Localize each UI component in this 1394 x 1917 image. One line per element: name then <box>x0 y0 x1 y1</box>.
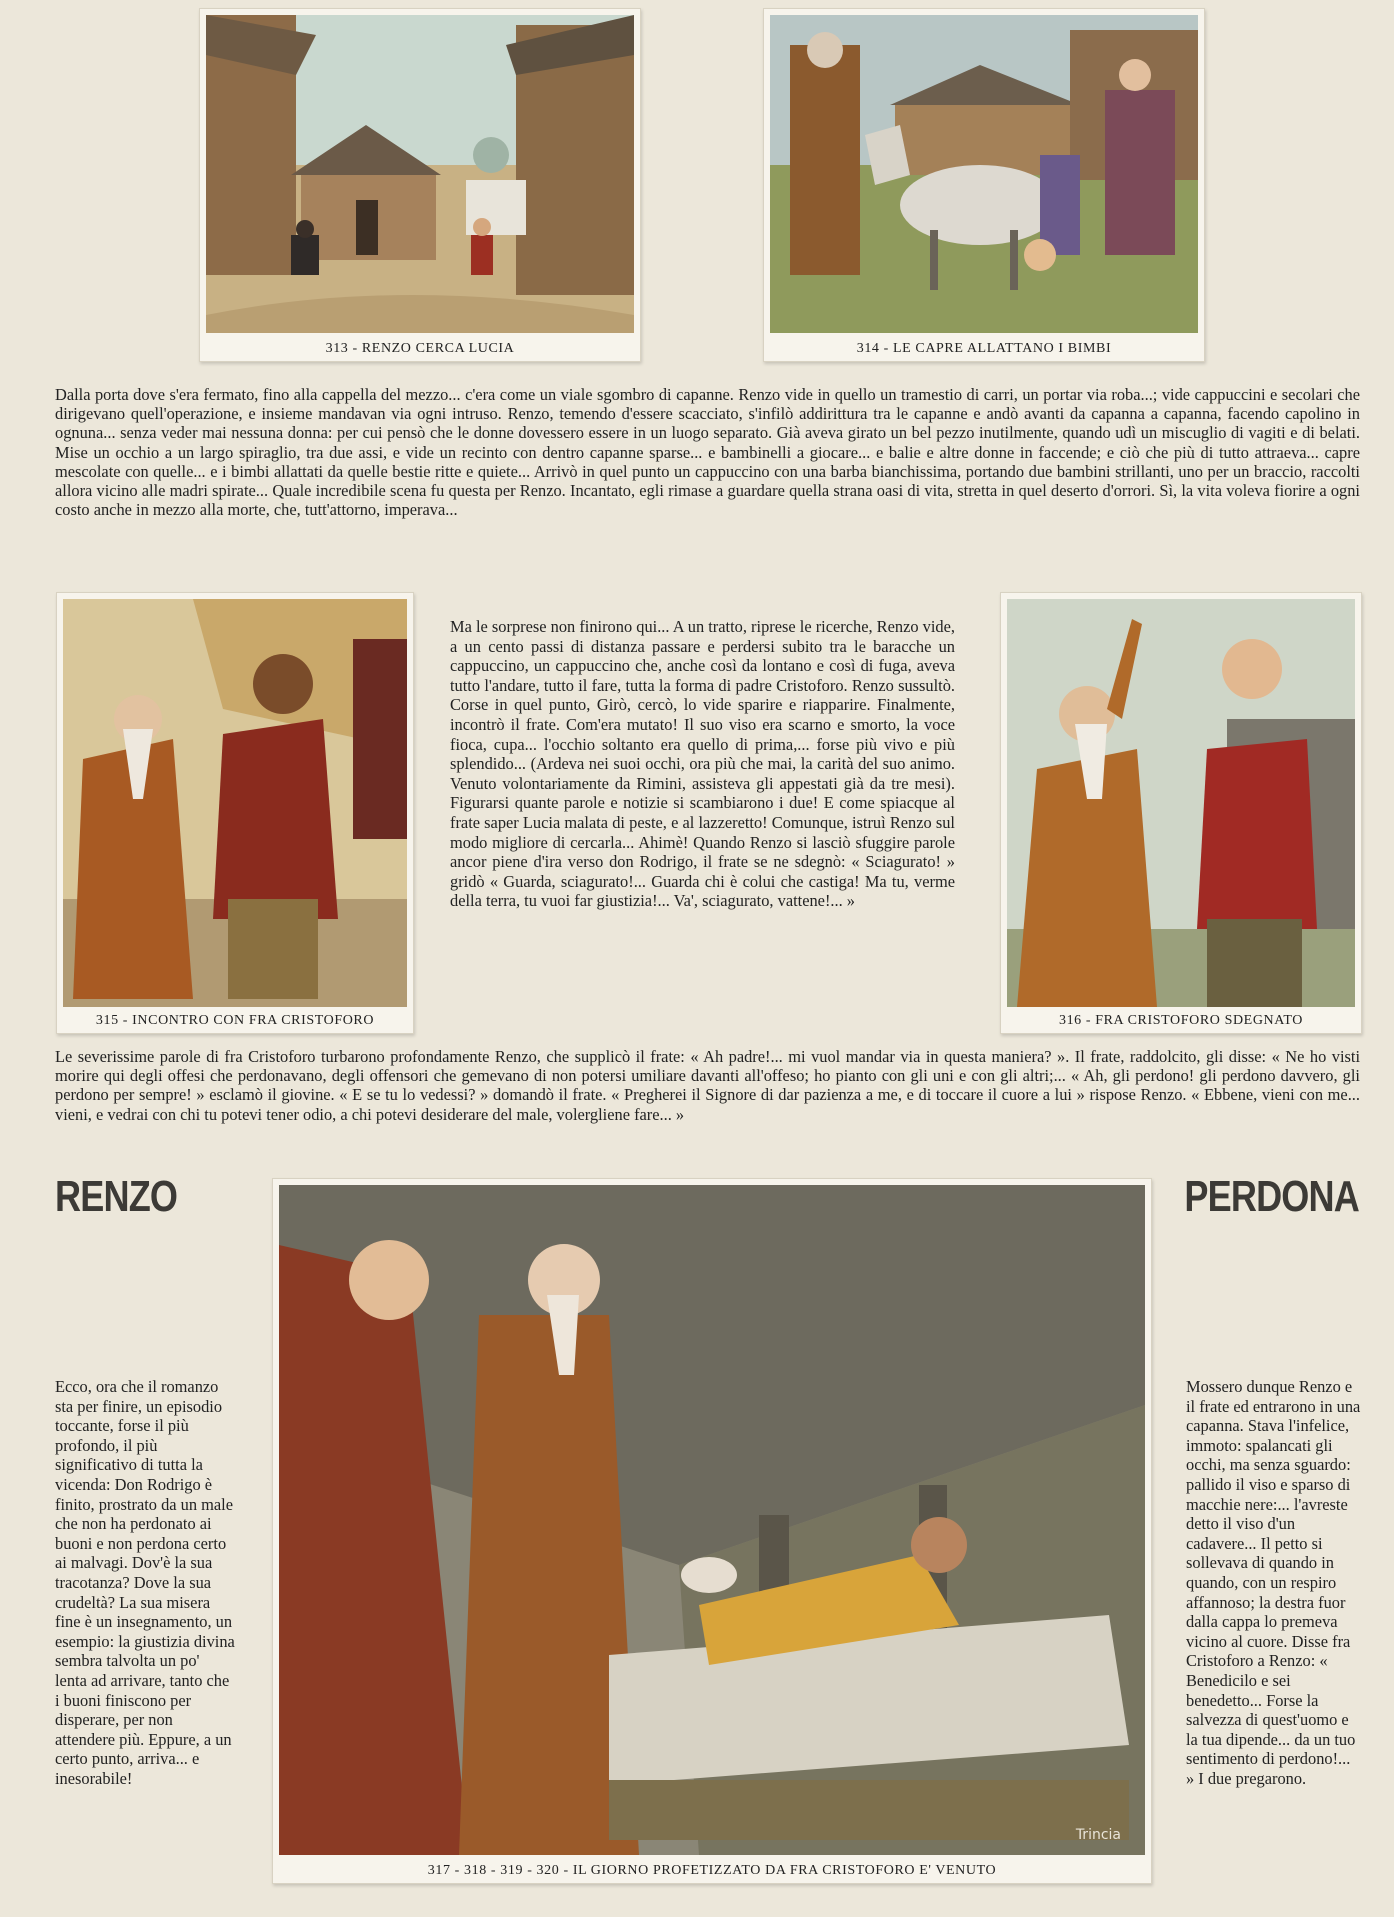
caption-317-320: 317 - 318 - 319 - 320 - IL GIORNO PROFETIZZATO DA FRA CRISTOFORO E' VENUTO <box>427 1863 997 1878</box>
sickbed-illustration-icon <box>279 1185 1145 1855</box>
paragraph-left: Ecco, ora che il romanzo sta per finire, un episodio toccante, forse il più profondo, il più significativo di tutta la vicenda: Don Rodrigo è finito, prostrato da un male che non ha perdonato ai buoni e non perdona certo ai malvagi. Dov'è la sua tracotanza? Dove la sua crudeltà? La sua misera fine è un insegnamento, un esempio: la giustizia divina sembra talvolta un po' lenta ad arrivare, tanto che i buoni finiscono per disperare, per non attendere più. Eppure, a un certo punto, arriva... e inesorabile! <box>55 1377 235 1788</box>
friar-meeting-illustration-icon <box>63 599 407 1007</box>
image-card-314 <box>763 8 1205 362</box>
headline-left: RENZO <box>55 1172 178 1221</box>
caption-316: 316 - FRA CRISTOFORO SDEGNATO <box>1058 1013 1304 1028</box>
paragraph-right: Mossero dunque Renzo e il frate ed entrarono in una capanna. Stava l'infelice, immoto: spalancati gli occhi, ma senza sguardo: pallido il viso e sparso di macchie nere:... l'avreste detto il viso d'un cadavere... Il petto si sollevava di quando in quando, con un respiro affannoso; la destra fuor dalla cappa lo premeva vicino al cuore. Disse fra Cristoforo a Renzo: « Benedicilo e sei benedetto... Forse la salvezza di quest'uomo e la tua dipende... da un tuo sentimento di perdono!... » I due pregarono. <box>1186 1377 1361 1788</box>
image-card-317-320 <box>272 1178 1152 1884</box>
image-card-313 <box>199 8 641 362</box>
image-card-315 <box>56 592 414 1034</box>
indignant-friar-illustration-icon <box>1007 599 1355 1007</box>
shantytown-illustration-icon <box>206 15 634 333</box>
image-card-316 <box>1000 592 1362 1034</box>
artist-signature: Trincia <box>1075 1827 1121 1843</box>
goat-nursing-illustration-icon <box>770 15 1198 333</box>
caption-313: 313 - RENZO CERCA LUCIA <box>325 341 515 356</box>
paragraph-3: Le severissime parole di fra Cristoforo turbarono profondamente Renzo, che supplicò il frate: « Ah padre!... mi vuol mandar via in questa maniera? ». Il frate, raddolcito, gli disse: « Ne ho visti morire qui degli offesi che perdonavano, degli offensori che gemevano di non potersi umiliare davanti all'offeso; ho pianto con gli uni e con gli altri;... « Ah, gli perdono! gli perdono davvero, gli perdono per sempre! » esclamò il giovine. « E se tu lo vedessi? » domandò il frate. « Pregherei il Signore di dar pazienza a me, e di toccare il cuore a lui » rispose Renzo. « Ebbene, vieni con me... vieni, e vedrai con chi tu potevi tener odio, a chi potevi desiderare del male, volergliene fare... » <box>55 1047 1360 1124</box>
paragraph-2: Ma le sorprese non finirono qui... A un tratto, riprese le ricerche, Renzo vide, a un cento passi di distanza passare e perdersi subito tra le baracche un cappuccino, un cappuccino che, anche così da lontano e così di fuga, aveva tutto l'andare, tutto il fare, tutta la forma di padre Cristoforo. Renzo sussultò. Corse in quel punto, Girò, cercò, lo vide sparire e riapparire. Finalmente, incontrò il frate. Com'era mutato! Il suo viso era scarno e smorto, la voce fioca, cupa... l'occhio soltanto era quello di prima,... forse più vivo e più splendido... (Ardeva nei suoi occhi, ora più che mai, la carità del suo animo. Venuto volontariamente da Rimini, assisteva gli appestati già da tre mesi). Figurarsi quante parole e notizie si scambiarono i due! E come spiacque al frate saper Lucia malata di peste, e al lazzeretto! Comunque, istruì Renzo sul modo migliore di cercarla... Ahimè! Quando Renzo si lasciò sfuggire parole ancor piene d'ira verso don Rodrigo, il frate se ne sdegnò: « Sciagurato! » gridò « Guarda, sciagurato!... Guarda chi è colui che castiga! Ma tu, verme della terra, tu vuoi far giustizia!... Va', sciagurato, vattene!... » <box>450 617 955 911</box>
caption-314: 314 - LE CAPRE ALLATTANO I BIMBI <box>856 341 1112 356</box>
paragraph-1: Dalla porta dove s'era fermato, fino alla cappella del mezzo... c'era come un viale sgombro di capanne. Renzo vide in quello un tramestio di carri, un portar via roba...; vide cappuccini e secolari che dirigevano quell'operazione, e insieme mandavan via ogni intruso. Renzo, temendo d'essere scacciato, s'infilò addirittura tra le capanne e andò avanti da capanna a capanna, facendo capolino in ognuna... senza veder mai nessuna donna: per cui pensò che le donne dovessero essere in un luogo separato. Già aveva girato un bel pezzo inutilmente, quando udì un miscuglio di vagiti e di belati. Mise un occhio a un largo spiraglio, tra due assi, e vide un recinto con dentro capanne sparse... e bambinelli a giocare... e balie e altre donne in faccende; e ciò che più di tutto attraeva... capre mescolate con quelle... e i bimbi allattati da quelle bestie ritte e quiete... Arrivò in quel punto un cappuccino con una barba bianchissima, portando due bambini strillanti, uno per un braccio, raccolti allora vicino alle madri spirate... Quale incredibile scena fu questa per Renzo. Incantato, egli rimase a guardare quella strana oasi di vita, stretta in quel deserto d'orrori. Sì, la vita voleva fiorire a ogni costo anche in mezzo alla morte, che, tutt'attorno, imperava... <box>55 385 1360 520</box>
caption-315: 315 - INCONTRO CON FRA CRISTOFORO <box>95 1013 375 1028</box>
headline-right: PERDONA <box>1184 1172 1359 1221</box>
